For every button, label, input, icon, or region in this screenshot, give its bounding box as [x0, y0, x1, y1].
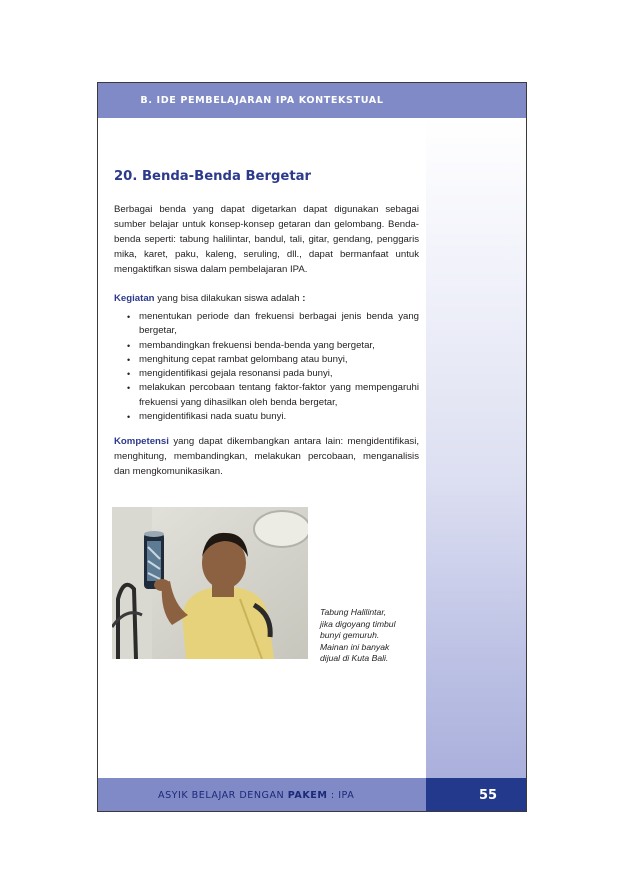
photo-illustration	[112, 507, 308, 659]
footer-suffix: : IPA	[327, 790, 355, 801]
kegiatan-colon: :	[302, 293, 306, 304]
side-gradient-column	[426, 118, 527, 778]
kompetensi-keyword: Kompetensi	[114, 436, 169, 448]
caption-line: Tabung Halilintar,	[320, 607, 387, 617]
footer-bar	[98, 778, 426, 812]
list-item: • membandingkan frekuensi benda-benda yang bergetar,	[131, 339, 419, 353]
kompetensi-text: yang dapat dikembangkan antara lain: mengidentifikasi, menghitung, membandingkan, melakukan percobaan, menganalisis dan mengkomunikasikan.	[114, 436, 419, 478]
main-content	[114, 169, 419, 493]
photo-caption	[320, 607, 420, 665]
kompetensi-paragraph	[114, 434, 419, 479]
list-item: • menghitung cepat rambat gelombang atau bunyi,	[131, 353, 419, 367]
header-title: B. IDE PEMBELAJARAN IPA KONTEKSTUAL	[140, 95, 384, 106]
kegiatan-text: yang bisa dilakukan siswa adalah	[154, 293, 303, 304]
footer-text	[158, 790, 354, 801]
list-item: • melakukan percobaan tentang faktor-faktor yang mempengaruhi frekuensi yang dihasilkan oleh benda bergetar,	[131, 381, 419, 410]
list-item: • menentukan periode dan frekuensi berbagai jenis benda yang bergetar,	[131, 310, 419, 339]
page-number-box	[426, 778, 527, 812]
footer-bold: PAKEM	[287, 790, 328, 801]
kegiatan-paragraph	[114, 291, 419, 306]
list-item: • mengidentifikasi gejala resonansi pada bunyi,	[131, 367, 419, 381]
caption-line: bunyi gemuruh.	[320, 630, 380, 640]
header-bar	[98, 83, 526, 118]
section-title: 20. Benda-Benda Bergetar	[114, 169, 312, 184]
activity-list	[114, 310, 419, 424]
caption-line: Mainan ini banyak	[320, 641, 390, 652]
page-number: 55	[478, 788, 498, 803]
footer-prefix: ASYIK BELAJAR DENGAN	[158, 790, 288, 801]
caption-line: dijual di Kuta Bali.	[320, 653, 389, 663]
intro-paragraph: Berbagai benda yang dapat digetarkan dapat digunakan sebagai sumber belajar untuk konsep-konsep getaran dan gelombang. Benda-benda seperti: tabung halilintar, bandul, tali, gitar, gendang, penggaris mika, karet, paku, kaleng, seruling, dll., dapat bermanfaat untuk mengaktifkan siswa dalam pembelajaran IPA.	[114, 204, 419, 275]
kegiatan-keyword: Kegiatan	[114, 293, 155, 304]
page-frame	[97, 82, 527, 812]
list-item: • mengidentifikasi nada suatu bunyi.	[131, 410, 419, 424]
caption-line: jika digoyang timbul	[320, 618, 396, 629]
photo-boy-with-tube	[112, 507, 308, 659]
